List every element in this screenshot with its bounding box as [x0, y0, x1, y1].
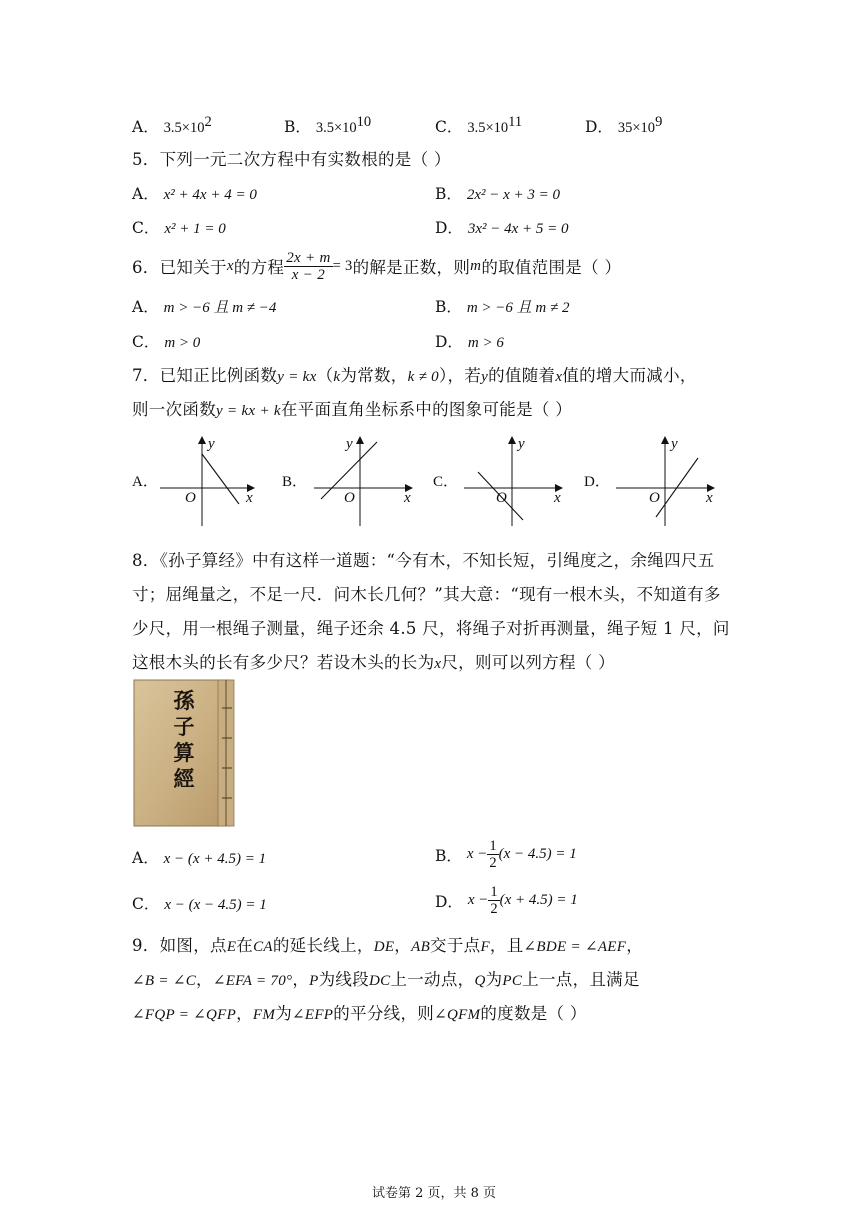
q8-stem-line1: 8．《孙子算经》中有这样一道题：“今有木，不知长短，引绳度之，余绳四尺五 — [132, 551, 715, 570]
q7-graph-c-letter: C． — [433, 474, 459, 490]
q7-graph-a-origin: O — [185, 490, 196, 506]
q5-stem: 5．下列一元二次方程中有实数根的是（ ） — [132, 150, 451, 169]
q9-stem-line3: ∠FQP = ∠QFP，FM为∠EFP的平分线，则∠QFM的度数是（ ） — [132, 1004, 587, 1023]
q8-stem-line2: 寸；屈绳量之，不足一尺．问木长几何？”其大意：“现有一根木头，不知道有多 — [132, 585, 721, 604]
q5-option-a: A． x² + 4x + 4 = 0 — [132, 185, 257, 203]
q7-graph-c-x-label: x — [554, 490, 561, 506]
q7-graph-a-x-label: x — [246, 490, 253, 506]
book-title-char: 算 — [173, 740, 195, 765]
q4-option-d: D． $35\times 10^9$ — [585, 114, 663, 137]
book-title-char: 子 — [173, 714, 195, 739]
q4-option-c: C． $3.5\times 10^{11}$ — [435, 114, 523, 137]
book-title-char: 孫 — [173, 688, 195, 713]
q7-graph-c — [464, 436, 562, 526]
q8-option-b: B． x − $\frac{1}{2}$ (x − 4.5) = 1 — [435, 838, 577, 871]
q7-graph-b-y-label: y — [346, 436, 353, 452]
q7-graph-a-line — [202, 454, 239, 504]
q9-stem-line2: ∠B = ∠C，∠EFA = 70°，P为线段DC上一动点，Q为PC上一点，且满足 — [132, 970, 640, 989]
q7-graph-b-letter: B． — [282, 474, 308, 490]
q7-graph-a-y-label: y — [208, 436, 215, 452]
q6-fraction: $\frac{2x + m}{x - 2}$ — [286, 249, 331, 283]
q5-option-d: D． 3x² − 4x + 5 = 0 — [435, 219, 569, 237]
q7-graph-d-x-label: x — [706, 490, 713, 506]
q7-graphs — [128, 432, 728, 532]
q7-graph-d-letter: D． — [584, 474, 610, 490]
q8-stem-line3: 少尺，用一根绳子测量，绳子还余 4.5 尺，将绳子对折再测量，绳子短 1 尺，问 — [132, 619, 730, 638]
q7-graph-d-y-label: y — [671, 436, 678, 452]
q7-graph-b-origin: O — [344, 490, 355, 506]
q4-option-b: B． $3.5\times 10^{10}$ — [284, 114, 372, 137]
q7-graph-c-origin: O — [496, 490, 507, 506]
q8-option-c: C． x − (x − 4.5) = 1 — [132, 895, 267, 913]
book-title-char: 經 — [173, 766, 195, 791]
q4-option-a: A． $3.5\times 10^2$ — [132, 114, 212, 137]
q8-option-d: D． x − $\frac{1}{2}$ (x + 4.5) = 1 — [435, 884, 578, 917]
q8-option-a: A． x − (x + 4.5) = 1 — [132, 849, 267, 867]
page-footer: 试卷第 2 页，共 8 页 — [371, 1186, 497, 1201]
q9-stem-line1: 9．如图，点E在CA的延长线上，DE，AB交于点F，且∠BDE = ∠AEF， — [132, 936, 644, 955]
q6-stem: 6．已知关于 x 的方程 $\frac{2x + m}{x - 2}$ = 3 的解是正数，则 m 的取值范围是（ ） — [132, 249, 622, 283]
q6-option-d: D． m > 6 — [435, 333, 504, 351]
q7-graph-d — [616, 436, 714, 526]
q7-stem-line1: 7．已知正比例函数y = kx（k为常数，k ≠ 0），若y的值随着x值的增大而减小， — [132, 366, 697, 385]
q6-option-c: C． m > 0 — [132, 333, 201, 351]
q7-graph-d-origin: O — [649, 490, 660, 506]
q7-graph-b — [314, 436, 412, 526]
q7-graph-b-x-label: x — [404, 490, 411, 506]
q5-option-c: C． x² + 1 = 0 — [132, 219, 226, 237]
q7-graph-a-letter: A． — [132, 474, 158, 490]
q6-option-b: B． m > −6 且 m ≠ 2 — [435, 298, 570, 316]
q7-graph-a — [160, 436, 254, 526]
q7-stem-line2: 则一次函数y = kx + k在平面直角坐标系中的图象可能是（ ） — [132, 400, 573, 419]
q6-option-a: A． m > −6 且 m ≠ −4 — [132, 298, 277, 316]
q8-stem-line4: 这根木头的长有多少尺？若设木头的长为x尺，则可以列方程（ ） — [132, 653, 615, 672]
sunzi-suanjing-book-image — [132, 678, 236, 828]
q5-option-b: B． 2x² − x + 3 = 0 — [435, 185, 561, 203]
q7-graph-c-y-label: y — [518, 436, 525, 452]
